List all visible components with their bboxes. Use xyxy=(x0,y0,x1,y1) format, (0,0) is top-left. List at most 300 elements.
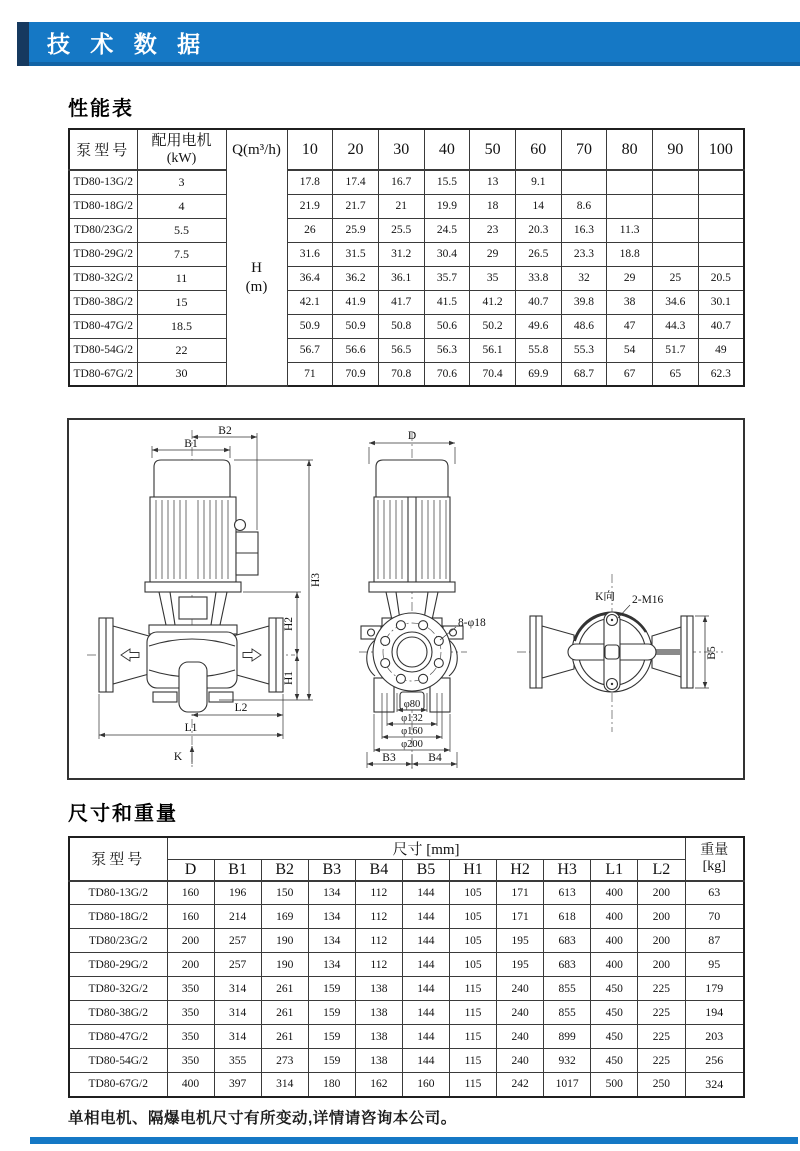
dimension-value-cell: 273 xyxy=(261,1049,308,1073)
dimension-value-cell: 200 xyxy=(638,929,685,953)
head-value-cell: 49.6 xyxy=(515,314,561,338)
head-value-cell: 20.3 xyxy=(515,218,561,242)
head-value-cell xyxy=(698,170,744,194)
dimension-value-cell: 400 xyxy=(167,1073,214,1097)
dimension-value-cell: 200 xyxy=(638,905,685,929)
head-value-cell: 49 xyxy=(698,338,744,362)
dim-label-b2: B2 xyxy=(218,425,232,437)
dimension-value-cell: 450 xyxy=(591,1049,638,1073)
head-value-cell: 70.4 xyxy=(470,362,516,386)
pump-model-cell: TD80-38G/2 xyxy=(69,290,137,314)
head-value-cell xyxy=(653,194,699,218)
dimension-value-cell: 400 xyxy=(591,881,638,905)
dim-col-header: B5 xyxy=(402,860,449,881)
pump-model-cell: TD80/23G/2 xyxy=(69,218,137,242)
dimension-value-cell: 899 xyxy=(544,1025,591,1049)
dim-label-l1: L1 xyxy=(184,722,198,734)
table-row xyxy=(69,314,744,338)
head-value-cell: 9.1 xyxy=(515,170,561,194)
head-value-cell: 50.8 xyxy=(378,314,424,338)
head-value-cell: 23 xyxy=(470,218,516,242)
head-value-cell: 70.9 xyxy=(333,362,379,386)
head-unit: (m) xyxy=(245,279,268,295)
dimension-value-cell: 261 xyxy=(261,1025,308,1049)
table-row xyxy=(69,905,744,929)
dim-label-b4: B4 xyxy=(428,752,442,764)
head-value-cell: 55.3 xyxy=(561,338,607,362)
dimension-value-cell: 171 xyxy=(497,905,544,929)
head-value-cell: 8.6 xyxy=(561,194,607,218)
table-row xyxy=(69,170,744,194)
motor-power-cell: 11 xyxy=(137,266,226,290)
dimension-value-cell: 134 xyxy=(308,881,355,905)
dimension-value-cell: 613 xyxy=(544,881,591,905)
dimension-value-cell: 112 xyxy=(355,929,402,953)
footer-note: 单相电机、隔爆电机尺寸有所变动,详情请咨询本公司。 xyxy=(68,1110,457,1127)
weight-header-line2: [kg] xyxy=(702,858,726,874)
head-value-cell: 33.8 xyxy=(515,266,561,290)
head-value-cell: 54 xyxy=(607,338,653,362)
head-value-cell: 21 xyxy=(378,194,424,218)
dimension-value-cell: 200 xyxy=(167,929,214,953)
motor-header-line1: 配用电机 xyxy=(151,132,212,149)
flow-col-header: 70 xyxy=(561,129,607,170)
dimension-value-cell: 112 xyxy=(355,905,402,929)
dim-col-header: L2 xyxy=(638,860,685,881)
dimension-value-cell: 225 xyxy=(638,1001,685,1025)
flow-col-header: 100 xyxy=(698,129,744,170)
dimension-value-cell: 144 xyxy=(402,905,449,929)
dim-label-k: K xyxy=(173,751,183,763)
motor-power-cell: 4 xyxy=(137,194,226,218)
head-value-cell: 11.3 xyxy=(607,218,653,242)
dimension-value-cell: 138 xyxy=(355,1025,402,1049)
head-value-cell: 56.7 xyxy=(287,338,333,362)
dimension-value-cell: 160 xyxy=(402,1073,449,1097)
dimension-value-cell: 115 xyxy=(449,1049,496,1073)
head-value-cell: 50.2 xyxy=(470,314,516,338)
dimension-value-cell: 400 xyxy=(591,929,638,953)
dimension-value-cell: 225 xyxy=(638,977,685,1001)
head-value-cell: 31.5 xyxy=(333,242,379,266)
col-header-model: 泵型号 xyxy=(69,837,167,881)
head-value-cell: 36.4 xyxy=(287,266,333,290)
head-value-cell xyxy=(607,194,653,218)
dimension-value-cell: 138 xyxy=(355,977,402,1001)
dim-col-header: B3 xyxy=(308,860,355,881)
performance-header-row xyxy=(69,129,744,170)
head-value-cell: 35.7 xyxy=(424,266,470,290)
dimension-value-cell: 214 xyxy=(214,905,261,929)
weight-value-cell: 95 xyxy=(685,953,744,977)
head-value-cell: 55.8 xyxy=(515,338,561,362)
table-row xyxy=(69,1025,744,1049)
dimension-value-cell: 134 xyxy=(308,905,355,929)
dimension-value-cell: 115 xyxy=(449,1001,496,1025)
motor-power-cell: 7.5 xyxy=(137,242,226,266)
dim-col-header: L1 xyxy=(591,860,638,881)
head-value-cell: 17.4 xyxy=(333,170,379,194)
head-value-cell: 29 xyxy=(607,266,653,290)
dimension-value-cell: 400 xyxy=(591,905,638,929)
dimension-value-cell: 314 xyxy=(214,1025,261,1049)
dimension-value-cell: 240 xyxy=(497,977,544,1001)
head-value-cell: 34.6 xyxy=(653,290,699,314)
dimension-value-cell: 150 xyxy=(261,881,308,905)
dimension-value-cell: 160 xyxy=(167,881,214,905)
motor-power-cell: 22 xyxy=(137,338,226,362)
pump-model-cell: TD80-18G/2 xyxy=(69,194,137,218)
head-value-cell: 13 xyxy=(470,170,516,194)
dimension-value-cell: 144 xyxy=(402,1001,449,1025)
head-value-cell xyxy=(653,218,699,242)
head-value-cell: 21.7 xyxy=(333,194,379,218)
head-value-cell: 25.5 xyxy=(378,218,424,242)
dim-label-b5: B5 xyxy=(706,646,718,660)
dimension-value-cell: 169 xyxy=(261,905,308,929)
flow-col-header: 50 xyxy=(470,129,516,170)
dimension-value-cell: 144 xyxy=(402,1049,449,1073)
head-value-cell: 31.2 xyxy=(378,242,424,266)
head-value-cell xyxy=(653,170,699,194)
weight-value-cell: 63 xyxy=(685,881,744,905)
table-row xyxy=(69,953,744,977)
dimension-value-cell: 160 xyxy=(167,905,214,929)
dimension-value-cell: 138 xyxy=(355,1001,402,1025)
head-value-cell xyxy=(561,170,607,194)
pump-model-cell: TD80-54G/2 xyxy=(69,1049,167,1073)
dim-col-header: H1 xyxy=(449,860,496,881)
dimension-value-cell: 134 xyxy=(308,929,355,953)
dimension-value-cell: 500 xyxy=(591,1073,638,1097)
dimension-value-cell: 190 xyxy=(261,929,308,953)
dimension-value-cell: 250 xyxy=(638,1073,685,1097)
head-value-cell: 50.9 xyxy=(287,314,333,338)
section-banner xyxy=(17,22,800,66)
dimension-value-cell: 195 xyxy=(497,929,544,953)
head-value-cell: 41.2 xyxy=(470,290,516,314)
dimension-value-cell: 257 xyxy=(214,953,261,977)
weight-value-cell: 70 xyxy=(685,905,744,929)
table-row xyxy=(69,1049,744,1073)
head-value-cell: 65 xyxy=(653,362,699,386)
dimension-value-cell: 196 xyxy=(214,881,261,905)
dim-label-phi200: φ200 xyxy=(401,739,423,750)
head-value-cell: 38 xyxy=(607,290,653,314)
page-title: 技 术 数 据 xyxy=(47,30,208,57)
head-value-cell xyxy=(698,242,744,266)
head-value-cell: 18.8 xyxy=(607,242,653,266)
dimension-value-cell: 355 xyxy=(214,1049,261,1073)
dimension-value-cell: 225 xyxy=(638,1049,685,1073)
weight-header-line1: 重量 xyxy=(700,842,729,858)
head-value-cell: 41.5 xyxy=(424,290,470,314)
dimension-value-cell: 144 xyxy=(402,881,449,905)
motor-header-line2: (kW) xyxy=(166,150,197,166)
dimension-value-cell: 400 xyxy=(591,953,638,977)
dimension-value-cell: 932 xyxy=(544,1049,591,1073)
dim-label-phi160: φ160 xyxy=(401,726,423,737)
head-value-cell: 69.9 xyxy=(515,362,561,386)
pump-model-cell: TD80-29G/2 xyxy=(69,953,167,977)
head-value-cell: 41.9 xyxy=(333,290,379,314)
flow-col-header: 20 xyxy=(333,129,379,170)
dimension-value-cell: 450 xyxy=(591,977,638,1001)
motor-power-cell: 18.5 xyxy=(137,314,226,338)
dimension-value-cell: 314 xyxy=(261,1073,308,1097)
head-value-cell: 30.1 xyxy=(698,290,744,314)
dim-label-l2: L2 xyxy=(234,702,248,714)
head-value-cell: 68.7 xyxy=(561,362,607,386)
col-header-weight xyxy=(685,837,744,881)
dim-label-d: D xyxy=(407,430,417,442)
dimension-value-cell: 350 xyxy=(167,977,214,1001)
table-row xyxy=(69,881,744,905)
dimension-value-cell: 105 xyxy=(449,953,496,977)
table-row xyxy=(69,977,744,1001)
pump-model-cell: TD80-29G/2 xyxy=(69,242,137,266)
dimension-value-cell: 138 xyxy=(355,1049,402,1073)
head-value-cell: 70.6 xyxy=(424,362,470,386)
head-value-cell: 39.8 xyxy=(561,290,607,314)
head-value-cell: 26.5 xyxy=(515,242,561,266)
head-value-cell: 56.5 xyxy=(378,338,424,362)
thread-note: 2-M16 xyxy=(632,594,664,606)
top-view xyxy=(517,574,723,732)
head-value-cell: 35 xyxy=(470,266,516,290)
head-value-cell: 31.6 xyxy=(287,242,333,266)
head-value-cell: 36.2 xyxy=(333,266,379,290)
flow-col-header: 40 xyxy=(424,129,470,170)
col-header-motor xyxy=(137,129,226,170)
dimension-value-cell: 115 xyxy=(449,1073,496,1097)
dim-label-phi132: φ132 xyxy=(401,713,423,724)
pump-model-cell: TD80-38G/2 xyxy=(69,1001,167,1025)
dimension-value-cell: 200 xyxy=(167,953,214,977)
head-value-cell xyxy=(698,218,744,242)
dimension-value-cell: 350 xyxy=(167,1049,214,1073)
weight-value-cell: 179 xyxy=(685,977,744,1001)
dim-label-h1: H1 xyxy=(283,670,295,686)
head-value-cell: 67 xyxy=(607,362,653,386)
dimension-value-cell: 115 xyxy=(449,1025,496,1049)
bottom-accent-bar xyxy=(30,1137,798,1144)
pump-model-cell: TD80-32G/2 xyxy=(69,266,137,290)
dimension-value-cell: 1017 xyxy=(544,1073,591,1097)
table-row xyxy=(69,194,744,218)
k-view-label: K向 xyxy=(595,591,615,603)
weight-value-cell: 324 xyxy=(685,1073,744,1097)
table-row xyxy=(69,1001,744,1025)
size-group-header: 尺寸 [mm] xyxy=(167,837,685,860)
dimension-value-cell: 112 xyxy=(355,953,402,977)
flow-col-header: 80 xyxy=(607,129,653,170)
dimension-value-cell: 314 xyxy=(214,1001,261,1025)
dimensions-section-title: 尺寸和重量 xyxy=(68,803,178,825)
flow-unit-label: Q(m³/h) xyxy=(232,142,281,158)
dimension-value-cell: 195 xyxy=(497,953,544,977)
pump-model-cell: TD80-47G/2 xyxy=(69,314,137,338)
head-value-cell: 23.3 xyxy=(561,242,607,266)
performance-section-title: 性能表 xyxy=(68,98,134,120)
head-value-cell: 70.8 xyxy=(378,362,424,386)
head-value-cell: 16.7 xyxy=(378,170,424,194)
head-value-cell: 24.5 xyxy=(424,218,470,242)
flow-col-header: 90 xyxy=(653,129,699,170)
dimension-value-cell: 350 xyxy=(167,1025,214,1049)
head-unit-label xyxy=(227,171,287,385)
dimension-value-cell: 257 xyxy=(214,929,261,953)
head-value-cell: 42.1 xyxy=(287,290,333,314)
head-value-cell: 20.5 xyxy=(698,266,744,290)
weight-value-cell: 256 xyxy=(685,1049,744,1073)
dimension-value-cell: 200 xyxy=(638,953,685,977)
dimension-value-cell: 134 xyxy=(308,953,355,977)
flow-col-header: 60 xyxy=(515,129,561,170)
dimension-value-cell: 618 xyxy=(544,905,591,929)
dimensions-table xyxy=(68,836,745,1098)
dimension-value-cell: 450 xyxy=(591,1025,638,1049)
dimensions-header-row-2 xyxy=(69,860,744,881)
head-value-cell: 29 xyxy=(470,242,516,266)
flow-col-header: 10 xyxy=(287,129,333,170)
table-row xyxy=(69,338,744,362)
dimension-value-cell: 240 xyxy=(497,1001,544,1025)
dimension-value-cell: 225 xyxy=(638,1025,685,1049)
head-value-cell: 14 xyxy=(515,194,561,218)
head-value-cell: 30.4 xyxy=(424,242,470,266)
banner-navy-block xyxy=(17,22,29,66)
head-value-cell: 16.3 xyxy=(561,218,607,242)
head-value-cell: 41.7 xyxy=(378,290,424,314)
head-value-cell: 18 xyxy=(470,194,516,218)
dimension-value-cell: 261 xyxy=(261,977,308,1001)
head-value-cell: 44.3 xyxy=(653,314,699,338)
dimension-value-cell: 242 xyxy=(497,1073,544,1097)
dimension-value-cell: 159 xyxy=(308,1049,355,1073)
pump-model-cell: TD80-54G/2 xyxy=(69,338,137,362)
head-value-cell: 25.9 xyxy=(333,218,379,242)
head-value-cell: 50.9 xyxy=(333,314,379,338)
dimension-value-cell: 261 xyxy=(261,1001,308,1025)
head-value-cell: 62.3 xyxy=(698,362,744,386)
pump-drawing-frame xyxy=(67,418,745,780)
dimension-value-cell: 200 xyxy=(638,881,685,905)
col-header-model: 泵型号 xyxy=(69,129,137,170)
motor-power-cell: 15 xyxy=(137,290,226,314)
pump-dimension-drawing xyxy=(69,420,743,778)
dimension-value-cell: 144 xyxy=(402,1025,449,1049)
head-value-cell: 56.3 xyxy=(424,338,470,362)
dim-col-header: D xyxy=(167,860,214,881)
table-row xyxy=(69,266,744,290)
table-row xyxy=(69,218,744,242)
dimension-value-cell: 683 xyxy=(544,929,591,953)
table-row xyxy=(69,929,744,953)
head-value-cell: 50.6 xyxy=(424,314,470,338)
dimension-value-cell: 144 xyxy=(402,953,449,977)
dimension-value-cell: 144 xyxy=(402,929,449,953)
head-value-cell: 48.6 xyxy=(561,314,607,338)
dim-col-header: B4 xyxy=(355,860,402,881)
head-value-cell: 36.1 xyxy=(378,266,424,290)
dimension-value-cell: 159 xyxy=(308,1001,355,1025)
motor-power-cell: 30 xyxy=(137,362,226,386)
dimension-value-cell: 144 xyxy=(402,977,449,1001)
dimension-value-cell: 683 xyxy=(544,953,591,977)
head-value-cell: 51.7 xyxy=(653,338,699,362)
head-symbol: H xyxy=(251,260,262,276)
pump-model-cell: TD80-67G/2 xyxy=(69,1073,167,1097)
pump-model-cell: TD80-32G/2 xyxy=(69,977,167,1001)
head-value-cell: 21.9 xyxy=(287,194,333,218)
dimension-value-cell: 240 xyxy=(497,1025,544,1049)
dim-label-b3: B3 xyxy=(382,752,396,764)
head-value-cell: 56.6 xyxy=(333,338,379,362)
head-value-cell xyxy=(653,242,699,266)
pump-model-cell: TD80-47G/2 xyxy=(69,1025,167,1049)
dimension-value-cell: 190 xyxy=(261,953,308,977)
dim-label-phi80: φ80 xyxy=(403,699,421,710)
dimension-value-cell: 112 xyxy=(355,881,402,905)
pump-model-cell: TD80-13G/2 xyxy=(69,170,137,194)
dimension-value-cell: 159 xyxy=(308,1025,355,1049)
dim-label-h3: H3 xyxy=(310,572,322,588)
head-value-cell: 40.7 xyxy=(515,290,561,314)
weight-value-cell: 194 xyxy=(685,1001,744,1025)
weight-value-cell: 203 xyxy=(685,1025,744,1049)
flow-col-header: 30 xyxy=(378,129,424,170)
motor-power-cell: 5.5 xyxy=(137,218,226,242)
dimension-value-cell: 240 xyxy=(497,1049,544,1073)
dim-col-header: H2 xyxy=(497,860,544,881)
head-value-cell: 56.1 xyxy=(470,338,516,362)
head-value-cell: 71 xyxy=(287,362,333,386)
head-value-cell: 19.9 xyxy=(424,194,470,218)
dimension-value-cell: 159 xyxy=(308,977,355,1001)
dimension-value-cell: 450 xyxy=(591,1001,638,1025)
dimension-value-cell: 350 xyxy=(167,1001,214,1025)
dim-col-header: B1 xyxy=(214,860,261,881)
head-value-cell: 25 xyxy=(653,266,699,290)
head-value-cell xyxy=(698,194,744,218)
head-value-cell: 40.7 xyxy=(698,314,744,338)
head-value-cell xyxy=(607,170,653,194)
performance-table xyxy=(68,128,745,387)
bolt-holes-note: 8-φ18 xyxy=(458,617,486,629)
dimensions-header-row-1 xyxy=(69,837,744,860)
dimension-value-cell: 180 xyxy=(308,1073,355,1097)
head-value-cell: 32 xyxy=(561,266,607,290)
head-value-cell: 17.8 xyxy=(287,170,333,194)
dimension-value-cell: 397 xyxy=(214,1073,261,1097)
dim-col-header: H3 xyxy=(544,860,591,881)
dimension-value-cell: 314 xyxy=(214,977,261,1001)
dim-col-header: B2 xyxy=(261,860,308,881)
dimension-value-cell: 855 xyxy=(544,1001,591,1025)
table-row xyxy=(69,242,744,266)
head-value-cell: 26 xyxy=(287,218,333,242)
dimension-value-cell: 162 xyxy=(355,1073,402,1097)
dim-label-h2: H2 xyxy=(283,616,295,632)
table-row xyxy=(69,290,744,314)
front-view xyxy=(87,430,313,767)
table-row xyxy=(69,1073,744,1097)
pump-model-cell: TD80-67G/2 xyxy=(69,362,137,386)
dimension-value-cell: 171 xyxy=(497,881,544,905)
table-row xyxy=(69,362,744,386)
head-value-cell: 15.5 xyxy=(424,170,470,194)
